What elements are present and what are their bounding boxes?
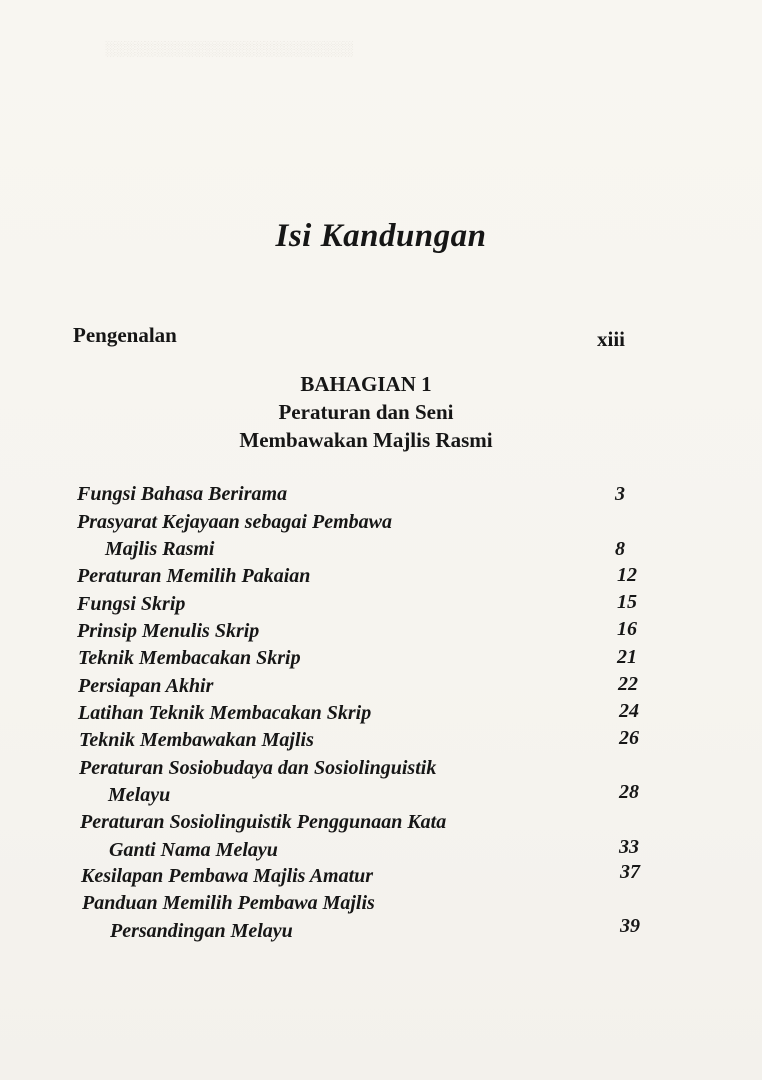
show-through-header: ░░░░░░░░░░░░░░░░░░░░░░░░░: [105, 42, 353, 57]
part-subtitle-line2: Membawakan Majlis Rasmi: [239, 428, 493, 452]
part-heading: [150, 370, 582, 454]
toc-entry-title-continued: Ganti Nama Melayu: [109, 839, 278, 861]
toc-entry-page: 16: [617, 618, 637, 640]
toc-entry-title: Kesilapan Pembawa Majlis Amatur: [81, 865, 374, 887]
toc-entry-page: 21: [617, 646, 637, 668]
toc-entry-title: Teknik Membacakan Skrip: [78, 647, 301, 669]
toc-entry-page: 37: [620, 861, 640, 883]
toc-entry-title-continued: Persandingan Melayu: [110, 920, 293, 942]
toc-entry-title: Latihan Teknik Membacakan Skrip: [78, 702, 372, 724]
toc-entry-page: 15: [617, 591, 637, 613]
toc-entry-page: 22: [618, 673, 638, 695]
toc-entry-page: 39: [620, 915, 640, 937]
toc-entry-page: 3: [615, 483, 625, 505]
toc-entry-page: 12: [617, 564, 637, 586]
toc-entry-title: Fungsi Skrip: [77, 593, 186, 615]
part-subtitle-line1: Peraturan dan Seni: [278, 400, 454, 424]
toc-entry-title-continued: Majlis Rasmi: [105, 538, 215, 560]
toc-entry-page: 24: [619, 700, 639, 722]
toc-entry-title: Peraturan Memilih Pakaian: [77, 565, 311, 587]
toc-entry-title: Teknik Membawakan Majlis: [79, 729, 314, 751]
page-title: Isi Kandungan: [275, 218, 487, 254]
toc-entry-title-continued: Melayu: [108, 784, 171, 806]
toc-entry-title: Prasyarat Kejayaan sebagai Pembawa: [77, 511, 392, 533]
toc-entry-title: Peraturan Sosiobudaya dan Sosiolinguistik: [79, 757, 437, 779]
toc-entry-page: 26: [619, 727, 639, 749]
toc-entry-page: 8: [615, 538, 625, 560]
toc-entry-title: Fungsi Bahasa Berirama: [77, 483, 288, 505]
intro-page-number: xiii: [597, 327, 626, 351]
toc-entry-title: Peraturan Sosiolinguistik Penggunaan Kata: [80, 811, 447, 833]
toc-entry-page: 28: [619, 781, 639, 803]
toc-entry-page: 33: [619, 836, 639, 858]
toc-entry-title: Panduan Memilih Pembawa Majlis: [82, 892, 375, 914]
toc-entry-title: Prinsip Menulis Skrip: [77, 620, 260, 642]
intro-label: Pengenalan: [73, 323, 177, 347]
toc-entry-title: Persiapan Akhir: [78, 675, 214, 697]
part-number: BAHAGIAN 1: [300, 372, 432, 396]
